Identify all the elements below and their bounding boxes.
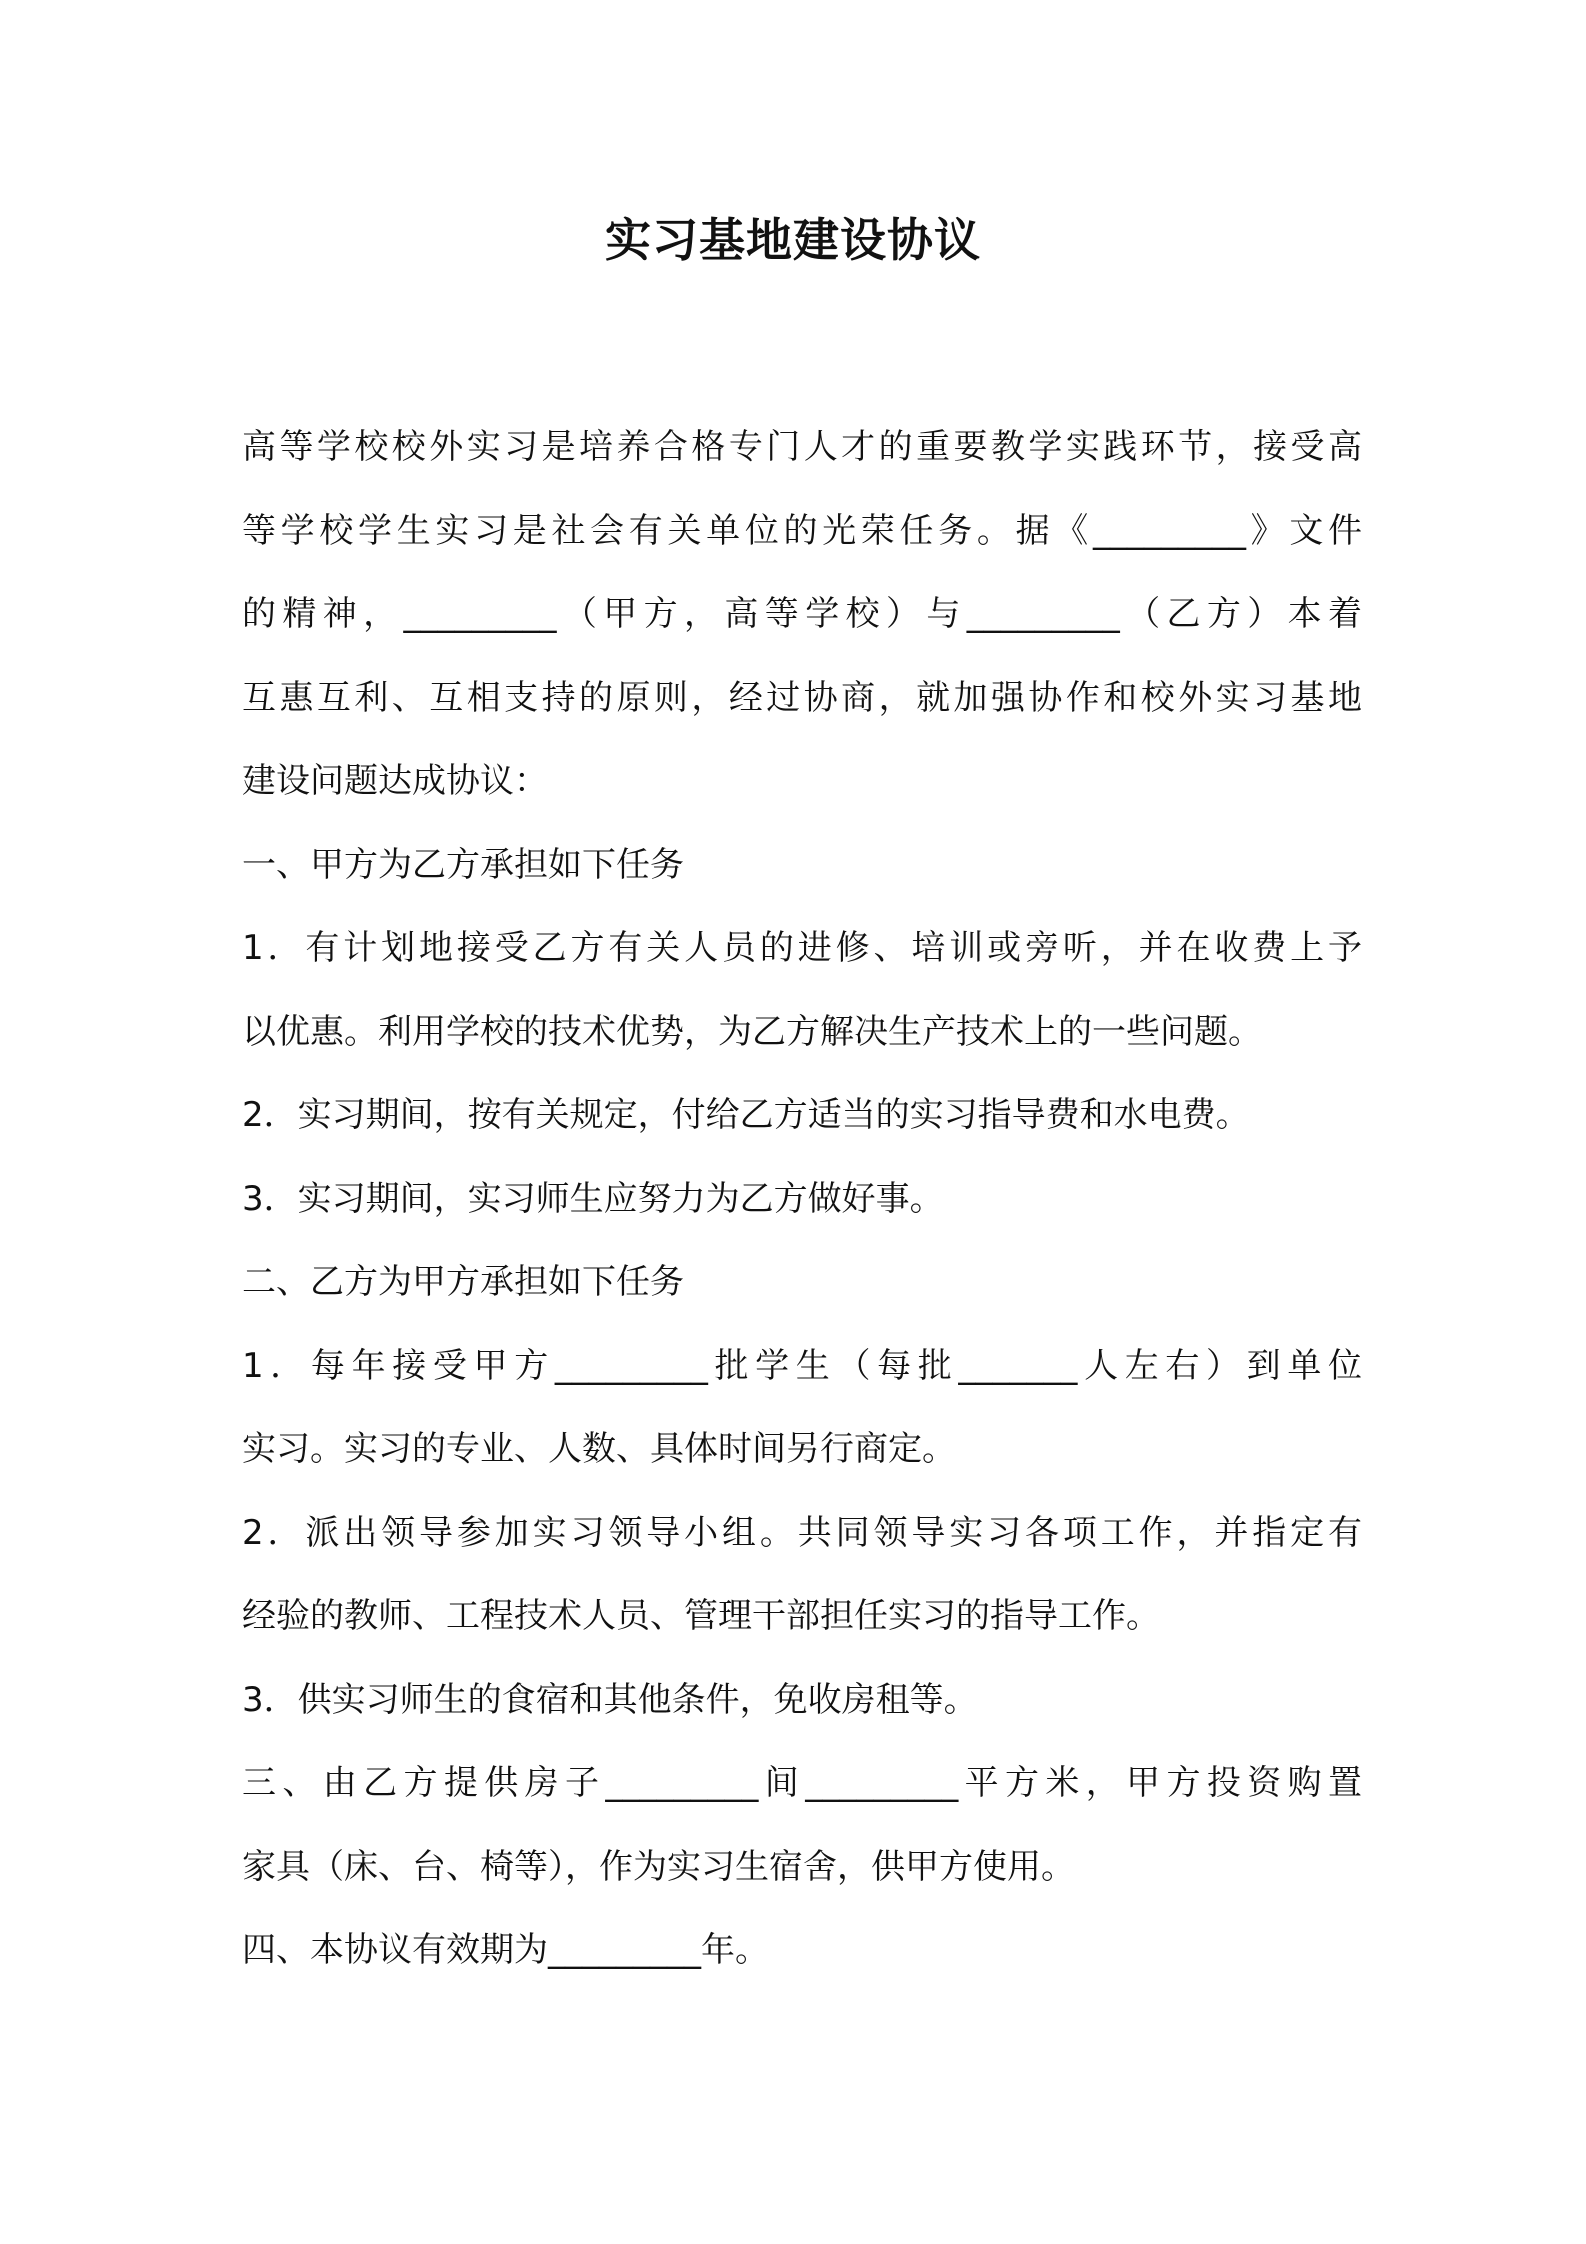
clause-1-1-line-1: 1．有计划地接受乙方有关人员的进修、培训或旁听，并在收费上予 <box>242 928 1362 968</box>
section-4: 四、本协议有效期为_________年。 <box>242 1930 769 1970</box>
body-line-1: 高等学校校外实习是培养合格专门人才的重要教学实践环节，接受高 <box>242 427 1362 467</box>
section-heading-1: 一、甲方为乙方承担如下任务 <box>242 844 684 885</box>
section-3-line-1: 三、由乙方提供房子_________间_________平方米，甲方投资购置 <box>242 1763 1362 1803</box>
section-heading-2: 二、乙方为甲方承担如下任务 <box>242 1262 684 1302</box>
section-3-line-2: 家具（床、台、椅等），作为实习生宿舍，供甲方使用。 <box>242 1846 1075 1887</box>
clause-2-3: 3．供实习师生的食宿和其他条件，免收房租等。 <box>242 1679 978 1720</box>
clause-2-1-line-1: 1．每年接受甲方_________批学生（每批_______人左右）到单位 <box>242 1345 1362 1386</box>
clause-1-3: 3．实习期间，实习师生应努力为乙方做好事。 <box>242 1178 944 1219</box>
body-line-3: 的精神，_________（甲方，高等学校）与_________（乙方）本着 <box>242 594 1362 634</box>
clause-2-1-line-2: 实习。实习的专业、人数、具体时间另行商定。 <box>242 1429 956 1469</box>
clause-2-2-line-1: 2．派出领导参加实习领导小组。共同领导实习各项工作，并指定有 <box>242 1512 1362 1553</box>
body-line-2: 等学校学生实习是社会有关单位的光荣任务。据《_________》文件 <box>242 510 1362 551</box>
body-line-4: 互惠互利、互相支持的原则，经过协商，就加强协作和校外实习基地 <box>242 677 1362 718</box>
clause-2-2-line-2: 经验的教师、工程技术人员、管理干部担任实习的指导工作。 <box>242 1596 1160 1636</box>
document-title: 实习基地建设协议 <box>605 213 981 267</box>
clause-1-1-line-2: 以优惠。利用学校的技术优势，为乙方解决生产技术上的一些问题。 <box>242 1011 1262 1052</box>
document-body <box>242 406 1362 1993</box>
body-line-5: 建设问题达成协议： <box>242 761 548 801</box>
clause-1-2: 2．实习期间，按有关规定，付给乙方适当的实习指导费和水电费。 <box>242 1095 1250 1135</box>
